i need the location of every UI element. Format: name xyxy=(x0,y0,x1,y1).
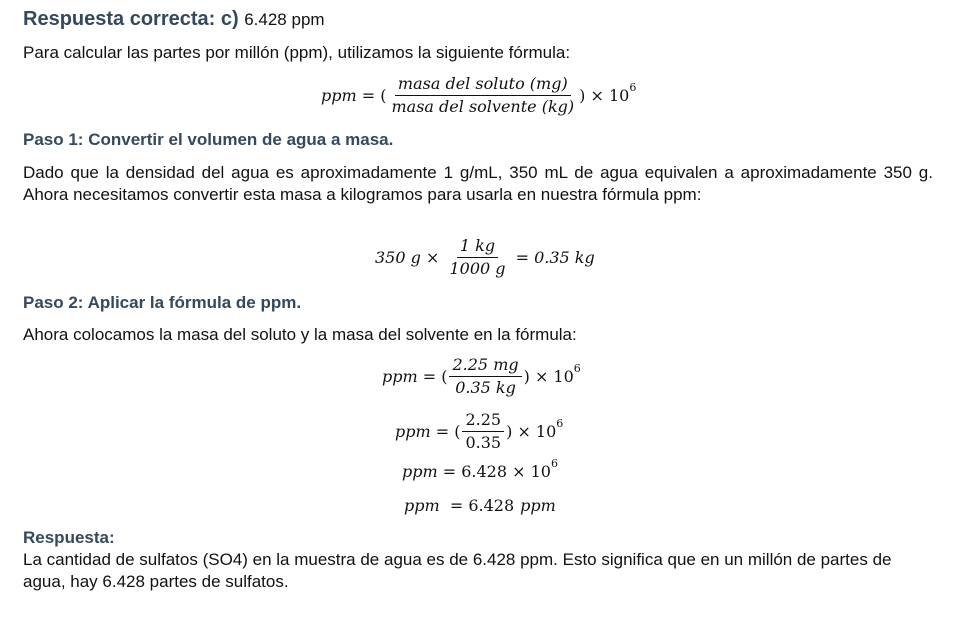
step1-left: 350 g xyxy=(375,248,421,267)
ppm-formula: ppm = ( $\frac{\text{masa del soluto (mg)}}{\text{masa del solvente (kg)}}$ ) × 10 6 xyxy=(321,74,637,116)
eq2-numerator: 2.25 xyxy=(462,411,504,432)
formula-exponent: 6 xyxy=(629,81,637,94)
eq1-denominator: 0.35 kg xyxy=(455,378,516,397)
eq1-numerator: 2.25 mg xyxy=(449,356,521,377)
step1-text: Dado que la densidad del agua es aproximadamente 1 g/mL, 350 mL de agua equivalen a aproximadamente 350 g. Ahora necesitamos convertir esta masa a kilogramos para usarla en nuestra fórmula ppm: xyxy=(23,163,933,204)
eq1-fraction xyxy=(449,356,521,397)
step1-fraction xyxy=(446,237,508,278)
eq2-fraction xyxy=(462,411,504,452)
eq2-denominator: 0.35 xyxy=(465,433,502,452)
step2-equation-2: ppm = ( $\frac{2.25}{0.35}$ ) × 10 6 xyxy=(395,410,564,452)
step1-title: Paso 1: Convertir el volumen de agua a masa. xyxy=(23,130,394,149)
step1-numerator: 1 kg xyxy=(457,237,498,258)
formula-numerator: masa del soluto (mg) xyxy=(395,75,571,96)
step2-equation-4: ppm = 6.428 ppm xyxy=(404,496,556,515)
eq4-unit: ppm xyxy=(520,496,556,515)
final-title: Respuesta: xyxy=(23,528,115,547)
eq3-value: 6.428 xyxy=(461,462,508,481)
step2-equation-3: ppm = 6.428 × 10 6 xyxy=(402,457,558,481)
eq4-value: 6.428 xyxy=(468,496,515,515)
step1-result: 0.35 kg xyxy=(534,248,595,267)
formula-fraction xyxy=(388,75,577,116)
step2-equation-1: ppm = ( $\frac{2.25 mg}{0.35 kg}$ ) × 10 6 xyxy=(382,355,581,397)
formula-denominator: masa del solvente (kg) xyxy=(391,97,575,116)
step1-equation: 350 g × $\frac{1 kg}{1000 g}$ = 0.35 kg xyxy=(375,236,595,278)
intro-text: Para calcular las partes por millón (ppm), utilizamos la siguiente fórmula: xyxy=(23,43,571,62)
step2-text: Ahora colocamos la masa del soluto y la masa del solvente en la fórmula: xyxy=(23,325,577,344)
step2-title: Paso 2: Aplicar la fórmula de ppm. xyxy=(23,293,302,312)
final-text: La cantidad de sulfatos (SO4) en la muestra de agua es de 6.428 ppm. Esto significa que en un millón de partes de agua, hay 6.428 partes de sulfatos. xyxy=(23,550,892,591)
answer-value: 6.428 ppm xyxy=(244,10,325,29)
answer-heading xyxy=(23,8,325,31)
answer-label: Respuesta correcta: c) xyxy=(23,8,239,30)
formula-factor: 10 xyxy=(608,86,630,105)
formula-lhs: ppm xyxy=(321,86,357,105)
step1-denominator: 1000 g xyxy=(449,259,506,278)
